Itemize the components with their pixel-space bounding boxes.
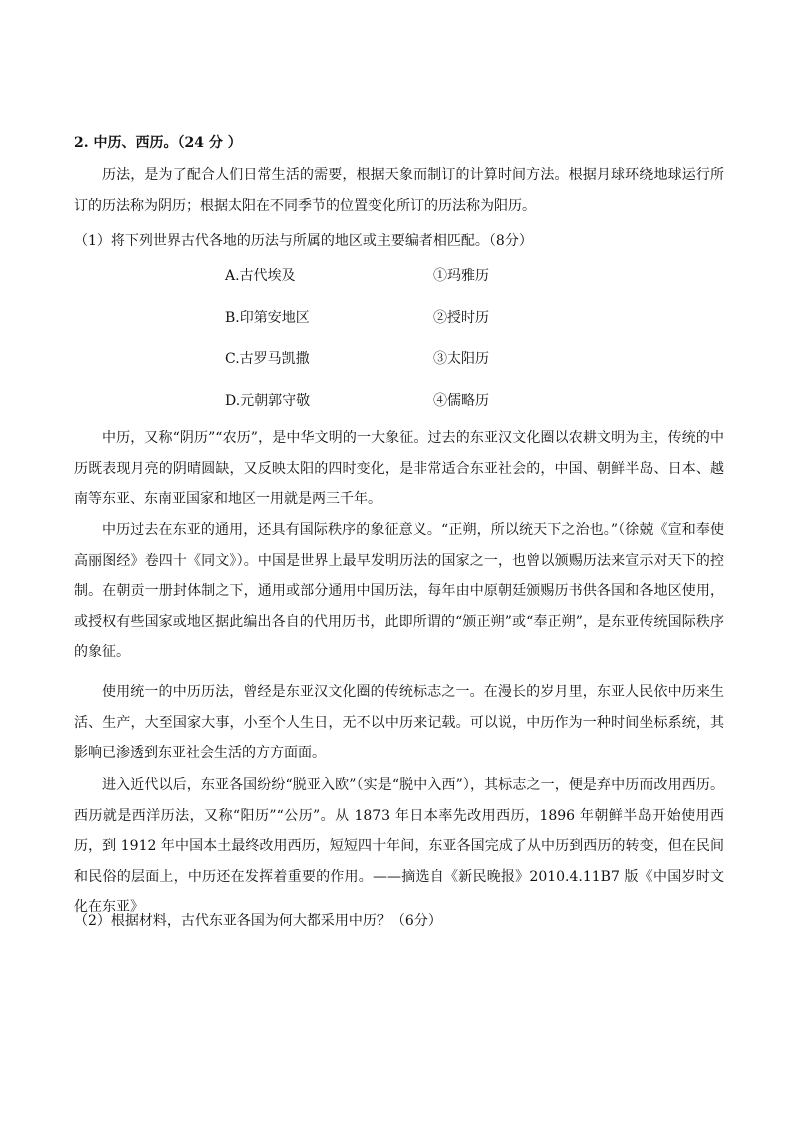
material-paragraph: 进入近代以后，东亚各国纷纷“脱亚入欧”（实是“脱中入西”），其标志之一，便是弃中历而改用西历。西历就是西洋历法，又称“阳历”“公历”。从 1873 年日本率先改用西历，1896 年朝鲜半岛开始使用西历，到 1912 年中国本土最终改用西历，短短四十年间，东亚各国完成了从中历到西历的转变，但在民间和民俗的层面上，中历还在发挥着重要的作用。——摘选自《新民晚报》2010.4.11B7 版《中国岁时文化在东亚》 [74,777,724,915]
matching-row [0,307,794,327]
intro-paragraph: 历法，是为了配合人们日常生活的需要，根据天象而制订的计算时间方法。根据月球环绕地球运行所订的历法称为阴历；根据太阳在不同季节的位置变化所订的历法称为阳历。 [74,167,724,214]
matching-left-item: D.元朝郭守敬 [225,393,311,409]
material-paragraph: 中历，又称“阴历”“农历”，是中华文明的一大象征。过去的东亚汉文化圈以农耕文明为主，传统的中历既表现月亮的阴晴圆缺，又反映太阳的四时变化，是非常适合东亚社会的，中国、朝鲜半岛、日本、越南等东亚、东南亚国家和地区一用就是两三千年。 [74,430,724,507]
matching-row [0,348,794,368]
material-paragraph: 使用统一的中历历法，曾经是东亚汉文化圈的传统标志之一。在漫长的岁月里，东亚人民依中历来生活、生产，大至国家大事，小至个人生日，无不以中历来记载。可以说，中历作为一种时间坐标系统，其影响已渗透到东亚社会生活的方方面面。 [74,684,724,761]
material-paragraph: 中历过去在东亚的通用，还具有国际秩序的象征意义。“正朔，所以统天下之治也。”（徐兢《宣和奉使高丽图经》卷四十《同文》）。中国是世界上最早发明历法的国家之一，也曾以颁赐历法来宣示对天下的控制。在朝贡一册封体制之下，通用或部分通用中国历法，每年由中原朝廷颁赐历书供各国和各地区使用，或授权有些国家或地区据此编出各自的代用历书，此即所谓的“颁正朔”或“奉正朔”，是东亚传统国际秩序的象征。 [74,522,724,660]
sub-question-2: （2）根据材料，古代东亚各国为何大都采用中历？（6分） [74,913,442,929]
matching-left-item: C.古罗马凯撒 [225,351,310,367]
matching-right-item: ②授时历 [433,310,489,326]
matching-left-item: B.印第安地区 [225,310,310,326]
matching-row [0,265,794,285]
sub-question-1: （1）将下列世界古代各地的历法与所属的地区或主要编者相匹配。（8分） [74,233,533,249]
matching-row [0,390,794,410]
matching-right-item: ④儒略历 [433,393,489,409]
matching-left-item: A.古代埃及 [225,268,296,284]
question-heading: 2. 中历、西历。（24 分 ） [74,135,242,151]
matching-right-item: ③太阳历 [433,351,489,367]
matching-right-item: ①玛雅历 [433,268,489,284]
